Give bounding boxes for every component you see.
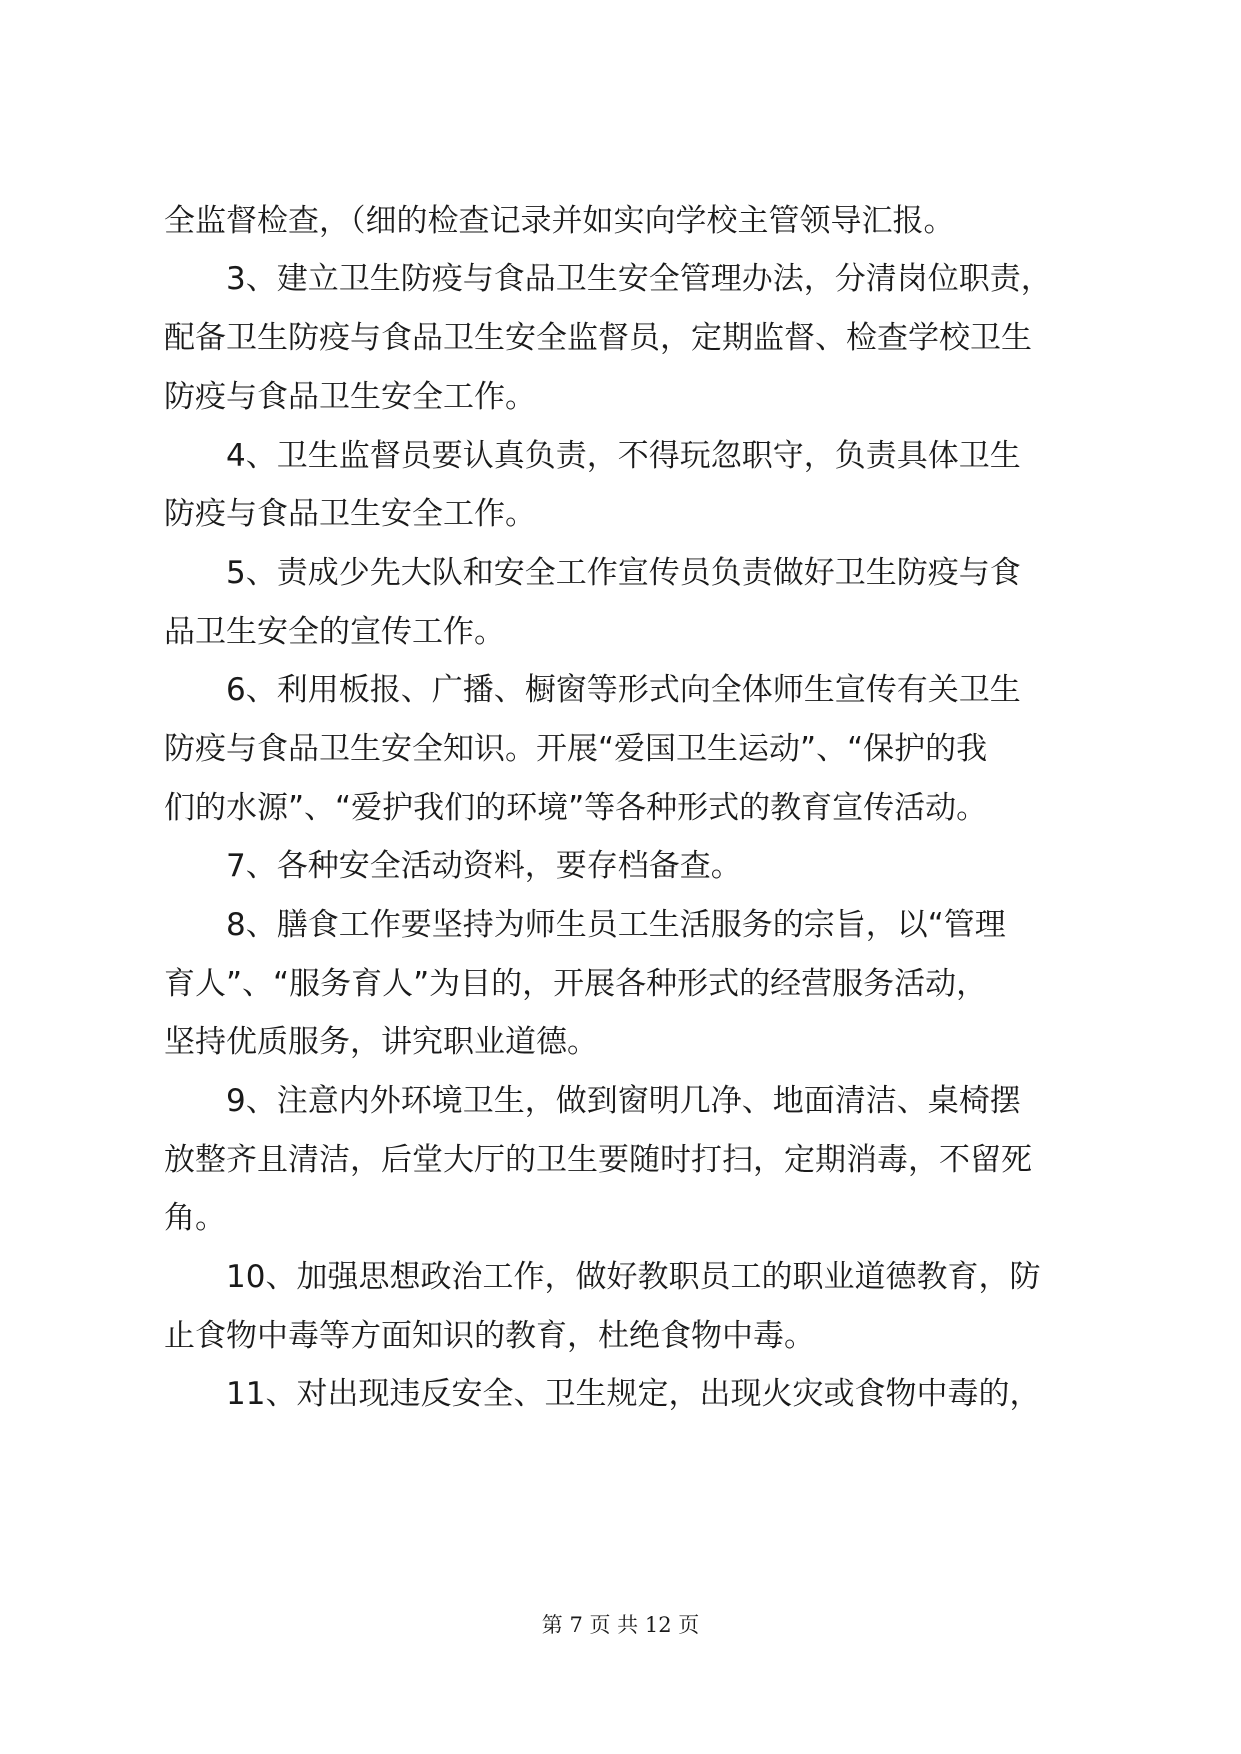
text-line: 7、各种安全活动资料，要存档备查。	[226, 848, 742, 884]
text-line: 8、膳食工作要坚持为师生员工生活服务的宗旨，以“管理	[226, 907, 1006, 943]
text-line: 5、责成少先大队和安全工作宣传员负责做好卫生防疫与食	[226, 555, 1021, 591]
text-line: 防疫与食品卫生安全工作。	[164, 496, 536, 532]
text-line: 防疫与食品卫生安全知识。开展“爱国卫生运动”、“保护的我	[164, 731, 988, 767]
text-line: 配备卫生防疫与食品卫生安全监督员，定期监督、检查学校卫生	[164, 320, 1032, 356]
text-line: 放整齐且清洁，后堂大厅的卫生要随时打扫，定期消毒，不留死	[164, 1142, 1032, 1178]
text-line: 全监督检查，（细的检查记录并如实向学校主管领导汇报。	[164, 203, 955, 239]
text-line: 10、加强思想政治工作，做好教职员工的职业道德教育，防	[226, 1259, 1041, 1295]
text-line: 角。	[164, 1200, 226, 1236]
text-line: 止食物中毒等方面知识的教育，杜绝食物中毒。	[164, 1318, 815, 1354]
text-line: 防疫与食品卫生安全工作。	[164, 379, 536, 415]
text-line: 11、对出现违反安全、卫生规定，出现火灾或食物中毒的，	[226, 1376, 1041, 1412]
text-line: 育人”、“服务育人”为目的，开展各种形式的经营服务活动，	[164, 966, 988, 1002]
text-line: 3、建立卫生防疫与食品卫生安全管理办法，分清岗位职责，	[226, 261, 1052, 297]
text-line: 们的水源”、“爱护我们的环境”等各种形式的教育宣传活动。	[164, 790, 988, 826]
text-line: 9、注意内外环境卫生，做到窗明几净、地面清洁、桌椅摆	[226, 1083, 1021, 1119]
text-line: 坚持优质服务，讲究职业道德。	[164, 1024, 598, 1060]
page-number-footer: 第 7 页 共 12 页	[541, 1613, 700, 1637]
text-line: 6、利用板报、广播、橱窗等形式向全体师生宣传有关卫生	[226, 672, 1021, 708]
text-line: 品卫生安全的宣传工作。	[164, 614, 505, 650]
text-line: 4、卫生监督员要认真负责，不得玩忽职守，负责具体卫生	[226, 438, 1021, 474]
